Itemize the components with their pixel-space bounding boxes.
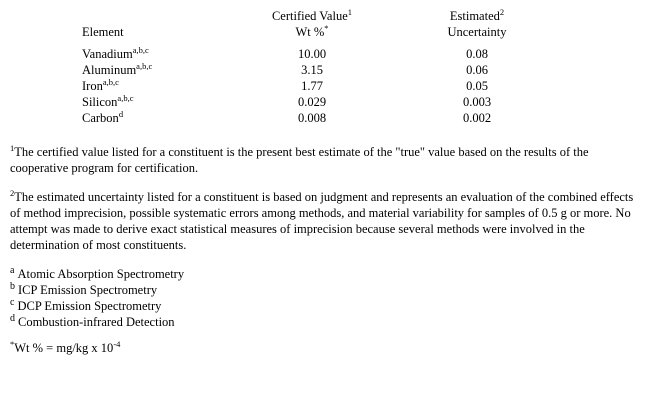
footnote-1	[10, 144, 642, 176]
row-certified-value: 10.00	[297, 47, 327, 61]
row-uncertainty: 0.003	[462, 95, 492, 109]
method-item	[10, 298, 642, 314]
column-header-certified-value	[232, 8, 392, 40]
element-method-markers: a,b,c	[136, 60, 153, 71]
units-footnote	[10, 340, 642, 356]
row-element-name	[82, 62, 232, 78]
table-body	[82, 40, 562, 126]
row-uncertainty: 0.06	[466, 63, 488, 77]
element-method-markers: d	[118, 108, 124, 119]
method-label: DCP Emission Spectrometry	[17, 299, 162, 313]
footnote-2-text: The estimated uncertainty listed for a constituent is based on judgment and represents an evaluation of the combined effects of method imprecision, possible systematic errors among methods, and material variability for samples of 0.5 g or more. No attempt was made to derive exact statistical measures of imprecision because several methods were involved in the determination of most constituents.	[10, 190, 634, 252]
units-footnote-exponent: -4	[113, 338, 121, 349]
method-marker: c	[10, 296, 15, 308]
estimated-footnote-marker: 2	[499, 6, 505, 17]
estimated-line1	[392, 8, 562, 24]
certified-value-line1	[232, 8, 392, 24]
method-label: Combustion-infrared Detection	[18, 315, 175, 329]
certified-value-text: Certified Value	[271, 9, 348, 23]
method-marker: d	[10, 312, 15, 324]
row-uncertainty: 0.002	[462, 111, 492, 125]
certified-value-units-marker: *	[324, 22, 329, 33]
method-marker: b	[10, 280, 15, 292]
certified-value-footnote-marker: 1	[347, 6, 353, 17]
element-label: Carbon	[82, 111, 119, 125]
row-element-name	[82, 78, 232, 94]
footnote-1-marker: 1	[10, 142, 15, 153]
table-row	[82, 62, 562, 78]
certified-values-table	[82, 8, 562, 126]
units-footnote-text: Wt % = mg/kg x 10	[14, 341, 114, 355]
element-label: Silicon	[82, 95, 118, 109]
row-certified-value: 0.008	[297, 111, 327, 125]
method-label: Atomic Absorption Spectrometry	[17, 267, 185, 281]
column-header-element-label: Element	[82, 25, 124, 39]
footnote-1-text: The certified value listed for a constituent is the present best estimate of the "true" value based on the results of the cooperative program for certification.	[10, 145, 589, 175]
table-row	[82, 110, 562, 126]
element-label: Aluminum	[82, 63, 137, 77]
table-header-row	[82, 8, 562, 40]
estimated-text: Estimated	[449, 9, 500, 23]
column-header-element	[82, 8, 232, 40]
units-footnote-marker: *	[10, 338, 15, 349]
method-marker: a	[10, 264, 15, 276]
row-element-name	[82, 110, 232, 126]
certified-value-units: Wt %	[295, 25, 325, 39]
row-certified-value: 0.029	[297, 95, 327, 109]
table-header	[82, 8, 562, 40]
table-row	[82, 40, 562, 62]
element-label: Iron	[82, 79, 103, 93]
header-spacer	[82, 8, 232, 24]
row-certified-value: 1.77	[301, 79, 323, 93]
element-label: Vanadium	[82, 47, 133, 61]
element-method-markers: a,b,c	[102, 76, 119, 87]
method-item	[10, 314, 642, 330]
row-uncertainty: 0.08	[466, 47, 488, 61]
column-header-estimated-uncertainty	[392, 8, 562, 40]
footnote-2-marker: 2	[10, 187, 15, 198]
method-item	[10, 266, 642, 282]
row-element-name	[82, 94, 232, 110]
row-element-name	[82, 40, 232, 62]
element-method-markers: a,b,c	[132, 44, 149, 55]
footnote-2	[10, 189, 642, 253]
estimated-line2: Uncertainty	[447, 25, 507, 39]
method-item	[10, 282, 642, 298]
row-uncertainty: 0.05	[466, 79, 488, 93]
table-row	[82, 94, 562, 110]
table-row	[82, 78, 562, 94]
method-label: ICP Emission Spectrometry	[18, 283, 158, 297]
footnotes-section	[10, 144, 642, 253]
method-legend	[10, 266, 642, 330]
certified-value-line2	[232, 24, 392, 40]
row-certified-value: 3.15	[301, 63, 323, 77]
element-method-markers: a,b,c	[117, 92, 134, 103]
